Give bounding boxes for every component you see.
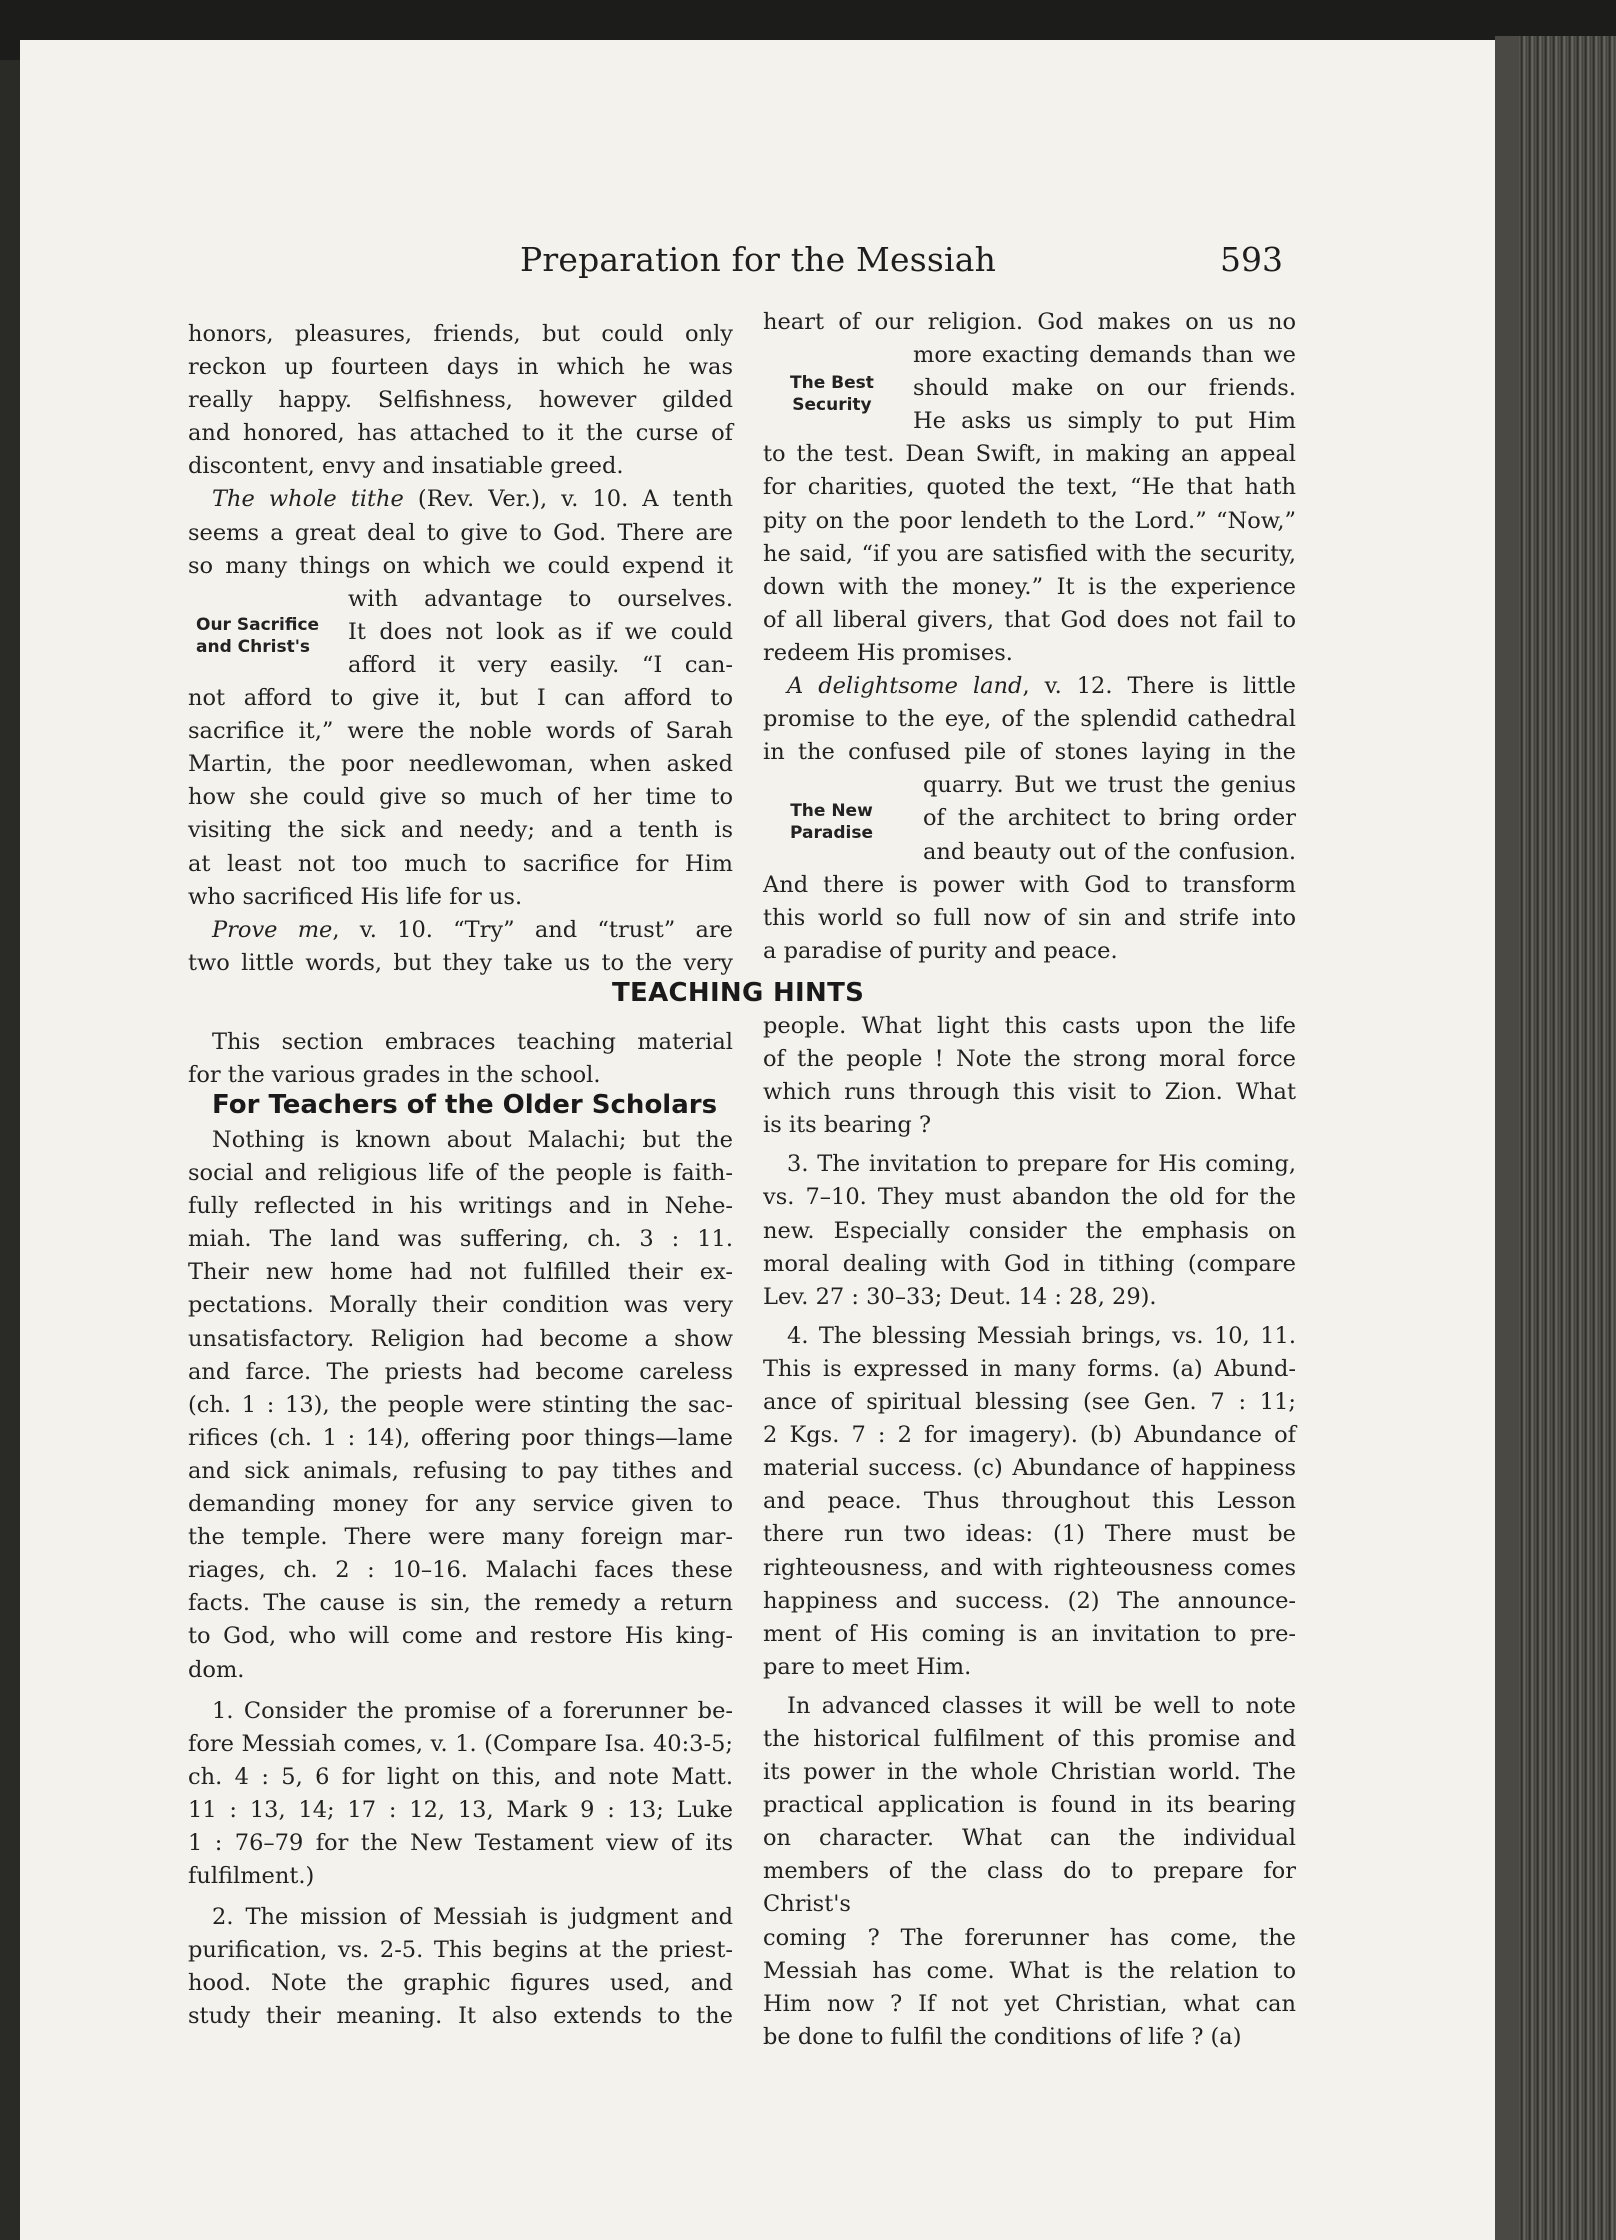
- book-page-edges: [1495, 36, 1616, 2240]
- text-line: and beauty out of the confusion.: [923, 838, 1296, 865]
- intro-paragraph: [188, 1026, 733, 1092]
- text-line: Prove me, v. 10. “Try” and “trust” are: [212, 916, 733, 943]
- text-line: a paradise of purity and peace.: [763, 937, 1118, 964]
- text-line: seems a great deal to give to God. There are: [188, 519, 733, 546]
- text-line: ch. 4 : 5, 6 for light on this, and note Matt.: [188, 1763, 733, 1790]
- text-line: how she could give so much of her time to: [188, 784, 733, 811]
- text-line: hood. Note the graphic figures used, and: [188, 1970, 733, 1997]
- italic-phrase: A delightsome land: [787, 673, 1023, 700]
- text-line: there run two ideas: (1) There must be: [763, 1521, 1296, 1548]
- text-line: redeem His promises.: [763, 639, 1013, 666]
- text-line: This is expressed in many forms. (a) Abund-: [763, 1355, 1296, 1382]
- text-line: This section embraces teaching material: [212, 1029, 733, 1055]
- text-line: ment of His coming is an invitation to pre-: [763, 1620, 1296, 1647]
- text-line: social and religious life of the people is faith-: [188, 1160, 733, 1187]
- text-line: not afford to give it, but I can afford to: [188, 685, 733, 712]
- column-2-bottom: [763, 1010, 1296, 2054]
- text-line: 2. The mission of Messiah is judgment and: [212, 1904, 733, 1931]
- text-line: in the confused pile of stones laying in the: [763, 739, 1296, 766]
- text-line: new. Especially consider the emphasis on: [763, 1217, 1296, 1244]
- text-line: 4. The blessing Messiah brings, vs. 10, 11.: [787, 1322, 1296, 1349]
- left-page-edge: [0, 60, 20, 2240]
- text-line: purification, vs. 2-5. This begins at the priest-: [188, 1937, 733, 1964]
- sidenote-best-security: The Best Security: [790, 373, 874, 415]
- text-line: Lev. 27 : 30–33; Deut. 14 : 28, 29).: [763, 1283, 1157, 1310]
- text-line: the historical fulfilment of this promise and: [763, 1725, 1296, 1752]
- text-line: material success. (c) Abundance of happiness: [763, 1455, 1296, 1482]
- subheading: For Teachers of the Older Scholars: [212, 1090, 718, 1120]
- text-line: riages, ch. 2 : 10–16. Malachi faces these: [188, 1557, 733, 1584]
- text-line: pare to meet Him.: [763, 1653, 972, 1680]
- text-line: ance of spiritual blessing (see Gen. 7 : 11;: [763, 1389, 1296, 1416]
- text-line: to God, who will come and restore His king-: [188, 1623, 733, 1650]
- text-line: for charities, quoted the text, “He that hath: [763, 474, 1296, 501]
- text-line: happiness and success. (2) The announce-: [763, 1587, 1296, 1614]
- text-line: miah. The land was suffering, ch. 3 : 11.: [188, 1226, 733, 1253]
- running-title: Preparation for the Messiah: [520, 240, 997, 279]
- text-line: on character. What can the individual: [763, 1825, 1296, 1852]
- text-line: this world so full now of sin and strife into: [763, 904, 1296, 931]
- text-line: practical application is found in its bearing: [763, 1792, 1296, 1819]
- text-line: should make on our friends.: [913, 375, 1296, 402]
- text-line: coming ? The forerunner has come, the: [763, 1924, 1296, 1951]
- text-line: two little words, but they take us to the very: [188, 949, 733, 976]
- text-line: reckon up fourteen days in which he was: [188, 354, 733, 381]
- italic-phrase: The whole tithe: [212, 486, 404, 513]
- section-title: TEACHING HINTS: [612, 978, 865, 1008]
- text-line: unsatisfactory. Religion had become a show: [188, 1325, 733, 1352]
- text-line: sacrifice it,” were the noble words of Sarah: [188, 718, 733, 745]
- text-line: and honored, has attached to it the curse of: [188, 420, 733, 447]
- text-line: promise to the eye, of the splendid cathedral: [763, 706, 1296, 733]
- text-line: 11 : 13, 14; 17 : 12, 13, Mark 9 : 13; Luke: [188, 1796, 733, 1823]
- text-line: In advanced classes it will be well to note: [787, 1692, 1296, 1719]
- text-line: people. What light this casts upon the life: [763, 1013, 1296, 1039]
- text-line: pity on the poor lendeth to the Lord.” “Now,”: [763, 507, 1296, 534]
- text-line: dom.: [188, 1656, 245, 1683]
- text-line: fore Messiah comes, v. 1. (Compare Isa. 40:3-5;: [188, 1730, 733, 1757]
- text-line: who sacrificed His life for us.: [188, 883, 523, 910]
- text-line: He asks us simply to put Him: [913, 408, 1296, 435]
- text-line: The whole tithe (Rev. Ver.), v. 10. A tenth: [212, 486, 733, 513]
- italic-phrase: Prove me: [212, 916, 333, 943]
- text-line: of all liberal givers, that God does not fail to: [763, 606, 1296, 633]
- text-line: for the various grades in the school.: [188, 1062, 601, 1089]
- text-line: honors, pleasures, friends, but could only: [188, 321, 733, 347]
- text-line: the temple. There were many foreign mar-: [188, 1524, 733, 1551]
- sidenote-our-sacrifice: Our Sacrifice and Christ's: [196, 615, 320, 657]
- text-line: of the architect to bring order: [923, 805, 1296, 832]
- text-line: members of the class do to prepare for Christ's: [763, 1858, 1296, 1918]
- text-line: Their new home had not fulfilled their ex-: [188, 1259, 733, 1286]
- text-line: It does not look as if we could: [348, 618, 733, 645]
- text-line: and peace. Thus throughout this Lesson: [763, 1488, 1296, 1515]
- text-line: Messiah has come. What is the relation to: [763, 1957, 1296, 1984]
- text-line: afford it very easily. “I can-: [348, 651, 733, 678]
- text-line: Him now ? If not yet Christian, what can: [763, 1990, 1296, 2017]
- text-line: he said, “if you are satisfied with the security,: [763, 540, 1296, 567]
- page-number: 593: [1220, 240, 1283, 279]
- text-line: which runs through this visit to Zion. What: [763, 1079, 1296, 1106]
- text-line: is its bearing ?: [763, 1112, 932, 1139]
- text-line: so many things on which we could expend it: [188, 552, 733, 579]
- text-line: to the test. Dean Swift, in making an appeal: [763, 441, 1296, 468]
- text-line: fully reflected in his writings and in Nehe-: [188, 1193, 733, 1220]
- text-line: 1 : 76–79 for the New Testament view of its: [188, 1829, 733, 1856]
- text-line: pectations. Morally their condition was very: [188, 1292, 733, 1319]
- sidenote-new-paradise: The New Paradise: [790, 801, 873, 843]
- text-line: its power in the whole Christian world. The: [763, 1759, 1296, 1786]
- text-line: and farce. The priests had become careless: [188, 1358, 733, 1385]
- text-line: demanding money for any service given to: [188, 1491, 733, 1518]
- text-line: fulfilment.): [188, 1863, 315, 1890]
- text-line: with advantage to ourselves.: [348, 585, 733, 612]
- text-line: heart of our religion. God makes on us no: [763, 309, 1296, 335]
- text-line: righteousness, and with righteousness comes: [763, 1554, 1296, 1581]
- text-line: study their meaning. It also extends to the: [188, 2003, 733, 2030]
- text-line: 1. Consider the promise of a forerunner be-: [212, 1697, 733, 1724]
- text-line: more exacting demands than we: [913, 342, 1296, 369]
- text-line: rifices (ch. 1 : 14), offering poor things—lame: [188, 1424, 733, 1451]
- text-line: 3. The invitation to prepare for His coming,: [787, 1151, 1296, 1178]
- column-1-bottom: [188, 1124, 733, 2034]
- text-line: 2 Kgs. 7 : 2 for imagery). (b) Abundance of: [763, 1422, 1296, 1449]
- text-line: and sick animals, refusing to pay tithes and: [188, 1457, 733, 1484]
- text-line: A delightsome land, v. 12. There is little: [787, 673, 1296, 700]
- text-line: (ch. 1 : 13), the people were stinting the sac-: [188, 1391, 733, 1418]
- text-line: down with the money.” It is the experience: [763, 573, 1296, 600]
- text-line: quarry. But we trust the genius: [923, 772, 1296, 799]
- text-line: Nothing is known about Malachi; but the: [212, 1127, 733, 1153]
- text-line: And there is power with God to transform: [763, 871, 1296, 898]
- text-line: moral dealing with God in tithing (compare: [763, 1250, 1296, 1277]
- text-line: really happy. Selfishness, however gilded: [188, 387, 733, 414]
- text-line: Martin, the poor needlewoman, when asked: [188, 751, 733, 778]
- text-line: vs. 7–10. They must abandon the old for the: [763, 1184, 1296, 1211]
- text-line: be done to fulfil the conditions of life ? (a): [763, 2023, 1242, 2050]
- text-line: visiting the sick and needy; and a tenth is: [188, 817, 733, 844]
- text-line: of the people ! Note the strong moral force: [763, 1046, 1296, 1073]
- text-line: at least not too much to sacrifice for Him: [188, 850, 733, 877]
- text-line: facts. The cause is sin, the remedy a return: [188, 1590, 733, 1617]
- text-line: discontent, envy and insatiable greed.: [188, 453, 624, 480]
